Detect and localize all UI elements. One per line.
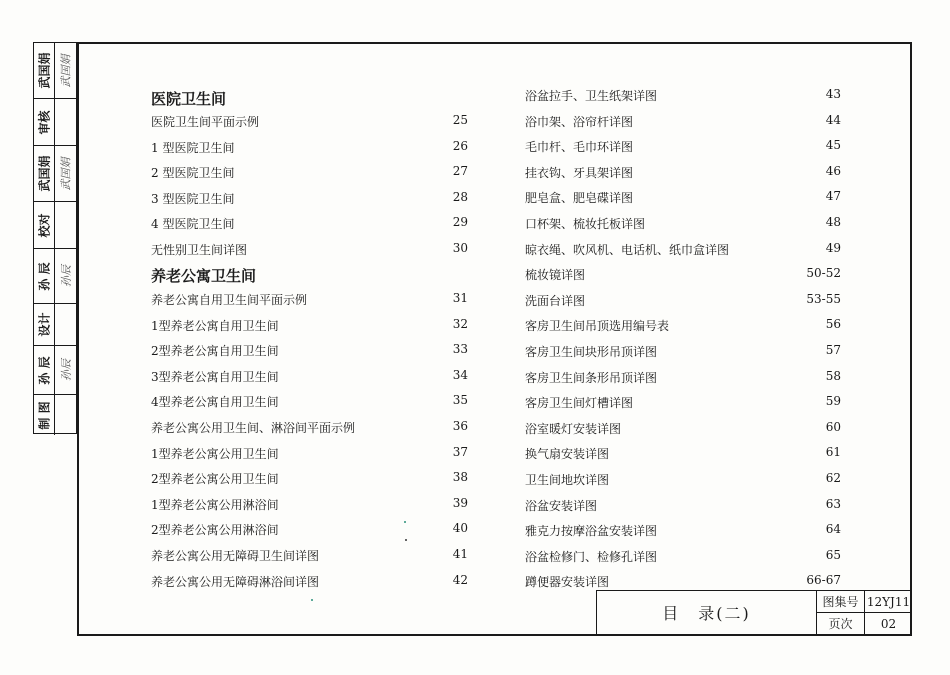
toc-entry-title: 4 型医院卫生间: [151, 217, 235, 232]
sidebar-row: [34, 99, 76, 146]
scan-speck: [311, 599, 313, 601]
toc-entry-title: 客房卫生间吊顶选用编号表: [525, 319, 670, 334]
toc-entry-title: 梳妆镜详图: [525, 268, 586, 283]
toc-entry-title: 浴室暖灯安装详图: [525, 421, 622, 436]
sidebar-role-text: 武国娟: [37, 52, 52, 89]
title-block: [596, 590, 912, 636]
sidebar-role-label: [34, 202, 54, 248]
signature-text: 孙辰: [59, 265, 73, 287]
toc-entry-title: 毛巾杆、毛巾环详图: [525, 140, 634, 155]
sidebar-role-text: 校对: [37, 212, 52, 238]
toc-entry-page: 44: [825, 112, 841, 127]
toc-entry-page: 65: [825, 547, 841, 562]
atlas-value: 12YJ11: [864, 590, 912, 612]
toc-entry-page: 60: [825, 419, 841, 434]
toc-entry-page: 62: [825, 471, 841, 485]
toc-entry-page: 40: [452, 521, 468, 536]
sidebar-row: [34, 43, 76, 99]
toc-entry-page: 56: [825, 317, 841, 332]
toc-entry-title: 1 型医院卫生间: [151, 140, 235, 155]
toc-entry-title: 2型养老公寓自用卫生间: [151, 344, 279, 359]
toc-entry-page: 66-67: [806, 573, 841, 588]
sidebar-role-text: 孙 辰: [37, 261, 52, 291]
toc-entry-page: 29: [452, 215, 468, 230]
toc-entry-title: 蹲便器安装详图: [525, 575, 610, 590]
sidebar-row: [34, 346, 76, 395]
title-block-title: 目 录(二): [596, 590, 816, 634]
toc-entry-page: 38: [452, 470, 468, 485]
sidebar-row: [34, 202, 76, 249]
toc-entry-page: 36: [452, 419, 468, 433]
toc-entry-page: 47: [825, 189, 841, 204]
sidebar-signature: [55, 202, 76, 248]
toc-entry-title: 1型养老公寓公用淋浴间: [151, 497, 279, 512]
sidebar-role-label: [34, 43, 54, 98]
toc-entry-page: 49: [825, 240, 841, 255]
toc-entry-title: 养老公寓公用卫生间、淋浴间平面示例: [151, 421, 356, 435]
toc-entry-title: 医院卫生间平面示例: [151, 115, 260, 129]
toc-entry-page: 46: [825, 163, 841, 178]
toc-entry-title: 浴盆安装详图: [525, 498, 598, 513]
sidebar-role-label: [34, 146, 54, 201]
sidebar-role-label: [34, 249, 54, 303]
sidebar-role-label: [34, 99, 54, 145]
toc-entry-title: 浴盆检修门、检修孔详图: [525, 549, 658, 564]
sidebar-role-text: 制 图: [37, 400, 52, 430]
toc-entry-page: 63: [825, 496, 841, 511]
toc-entry-title: 养老公寓公用无障碍卫生间详图: [151, 549, 320, 563]
toc-entry-title: 肥皂盒、肥皂碟详图: [525, 191, 634, 206]
section-heading-elderly: 养老公寓卫生间: [151, 267, 257, 285]
toc-entry-title: 浴盆拉手、卫生纸架详图: [525, 89, 658, 103]
toc-entry-title: 卫生间地坎详图: [525, 473, 610, 487]
toc-entry-title: 客房卫生间条形吊顶详图: [525, 370, 658, 385]
toc-entry-page: 33: [452, 342, 468, 357]
toc-entry-page: 39: [452, 495, 468, 510]
toc-entry-title: 养老公寓公用无障碍淋浴间详图: [151, 574, 320, 589]
sidebar-row: [34, 395, 76, 435]
sidebar-row: [34, 146, 76, 202]
sidebar-role-text: 孙 辰: [37, 355, 52, 385]
sidebar-signature: [55, 99, 76, 145]
toc-entry-title: 2 型医院卫生间: [151, 166, 235, 181]
toc-entry-page: 48: [825, 215, 841, 229]
toc-entry-page: 28: [452, 189, 468, 204]
signature-text: 武国娟: [59, 54, 73, 87]
sidebar-signature: [55, 304, 76, 345]
section-heading-hospital: 医院卫生间: [151, 90, 227, 108]
toc-entry-title: 客房卫生间灯槽详图: [525, 396, 634, 411]
toc-entry-page: 64: [825, 522, 841, 537]
toc-entry-page: 61: [825, 445, 841, 460]
toc-entry-page: 32: [452, 316, 468, 331]
toc-entry-title: 3 型医院卫生间: [151, 191, 235, 206]
toc-entry-title: 养老公寓自用卫生间平面示例: [151, 293, 308, 307]
toc-entry-page: 37: [452, 444, 468, 459]
sidebar-signature: [55, 249, 76, 303]
toc-entry-page: 31: [452, 291, 468, 305]
toc-entry-title: 雅克力按摩浴盆安装详图: [525, 524, 658, 539]
sidebar-signature: [55, 43, 76, 98]
toc-entry-title: 挂衣钩、牙具架详图: [525, 165, 634, 180]
sidebar-role-label: [34, 395, 54, 435]
page-label: 页次: [816, 612, 864, 634]
scan-speck: [404, 521, 406, 523]
sidebar-role-text: 设计: [37, 312, 52, 337]
page-value: 02: [864, 612, 912, 634]
toc-entry-page: 57: [825, 343, 841, 357]
toc-entry-title: 4型养老公寓自用卫生间: [151, 395, 279, 410]
sidebar-role-label: [34, 304, 54, 345]
toc-entry-page: 35: [452, 393, 468, 408]
toc-entry-page: 42: [452, 572, 468, 587]
toc-entry-title: 2型养老公寓公用卫生间: [151, 472, 279, 487]
toc-entry-title: 浴巾架、浴帘杆详图: [525, 114, 634, 129]
toc-entry-page: 30: [452, 241, 468, 255]
sidebar-row: [34, 249, 76, 304]
scan-speck: [405, 539, 407, 541]
toc-entry-title: 换气扇安装详图: [525, 447, 610, 462]
toc-entry-title: 1型养老公寓自用卫生间: [151, 318, 279, 333]
sidebar-signature: [55, 395, 76, 435]
signature-text: 武国娟: [59, 157, 73, 190]
toc-entry-title: 洗面台详图: [525, 293, 586, 308]
toc-entry-page: 45: [825, 138, 841, 153]
toc-entry-page: 58: [825, 368, 841, 383]
sidebar-role-text: 武国娟: [37, 155, 52, 192]
toc-entry-title: 1型养老公寓公用卫生间: [151, 446, 279, 461]
toc-entry-title: 晾衣绳、吹风机、电话机、纸巾盒详图: [525, 242, 730, 257]
sidebar-role-text: 审核: [37, 109, 52, 135]
toc-entry-page: 34: [452, 367, 468, 382]
toc-entry-page: 50-52: [806, 266, 841, 281]
toc-entry-page: 26: [452, 138, 468, 153]
toc-entry-page: 25: [452, 113, 468, 127]
toc-entry-title: 3型养老公寓自用卫生间: [151, 369, 279, 384]
toc-entry-title: 客房卫生间块形吊顶详图: [525, 345, 658, 359]
toc-entry-title: 口杯架、梳妆托板详图: [525, 217, 646, 231]
signature-text: 孙辰: [59, 359, 73, 381]
sidebar-signature: [55, 146, 76, 201]
toc-entry-page: 43: [825, 87, 841, 101]
sidebar-row: [34, 304, 76, 346]
toc-entry-page: 41: [452, 547, 468, 561]
sidebar-role-label: [34, 346, 54, 394]
toc-entry-title: 无性别卫生间详图: [151, 243, 248, 257]
toc-entry-page: 59: [825, 394, 841, 409]
sidebar-signature: [55, 346, 76, 394]
toc-entry-page: 53-55: [806, 291, 841, 306]
toc-entry-page: 27: [452, 164, 468, 179]
atlas-label: 图集号: [816, 590, 864, 612]
toc-entry-title: 2型养老公寓公用淋浴间: [151, 523, 279, 538]
approval-sidebar: [33, 42, 77, 434]
